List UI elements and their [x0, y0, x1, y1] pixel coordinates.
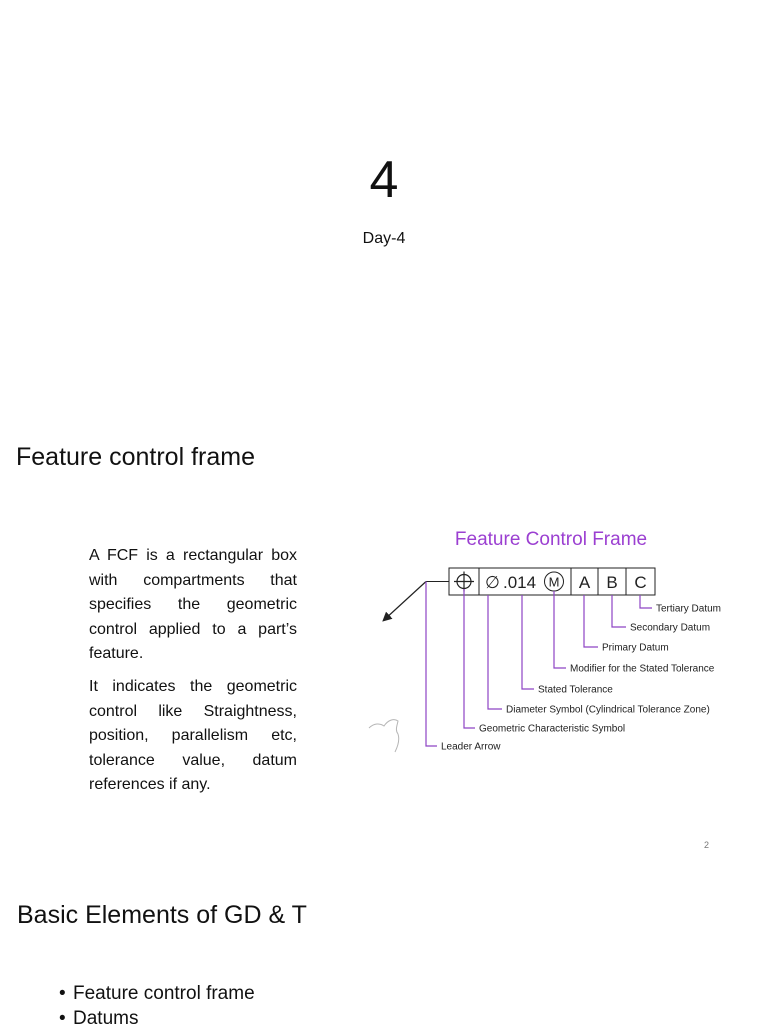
datum-a: A: [578, 573, 591, 592]
slide-title: Basic Elements of GD & T: [17, 901, 307, 929]
callout-tertiary-datum: Tertiary Datum: [656, 603, 722, 615]
bullet-dot-icon: •: [59, 1008, 66, 1029]
fcf-diagram: [362, 520, 728, 760]
datum-b: B: [606, 573, 618, 592]
fcf-definition-paragraph: A FCF is a rectangular box with compartments that specifies the geometric control applied to a part’s feature.: [89, 547, 297, 663]
callout-leader-arrow: Leader Arrow: [441, 741, 501, 753]
day-label: Day-4: [362, 230, 406, 247]
datum-c: C: [634, 573, 647, 592]
bullet-item: [59, 981, 255, 1006]
slide-basic-elements: [0, 862, 768, 1029]
bullet-item: [59, 1006, 255, 1031]
pen-scribble-mark: [369, 720, 399, 752]
bullet-dot-icon: •: [59, 983, 66, 1004]
callout-geometric-characteristic: Geometric Characteristic Symbol: [479, 723, 626, 735]
callout-secondary-datum: Secondary Datum: [630, 622, 711, 634]
day-number: 4: [369, 151, 399, 209]
slide-feature-control-frame: [0, 400, 768, 862]
diameter-symbol: ∅: [485, 573, 500, 593]
callout-diameter-symbol: Diameter Symbol (Cylindrical Tolerance Zone): [506, 704, 710, 716]
fcf-purpose-paragraph: It indicates the geometric control like Straightness, position, parallelism etc, tolerance value, datum references if any.: [89, 678, 297, 794]
bullet-text: Datums: [73, 1008, 139, 1029]
callout-stated-tolerance: Stated Tolerance: [538, 684, 613, 696]
fcf-diagram-title: Feature Control Frame: [454, 529, 648, 550]
position-symbol-icon: [454, 572, 474, 592]
slide-title: Feature control frame: [16, 443, 255, 471]
bullet-text: Feature control frame: [73, 983, 255, 1004]
page-number: 2: [704, 840, 710, 850]
leader-arrow-icon: [384, 582, 449, 621]
slide-day-title: [0, 0, 768, 400]
callout-primary-datum: Primary Datum: [602, 642, 669, 654]
callout-modifier: Modifier for the Stated Tolerance: [570, 663, 715, 675]
tolerance-value: .014: [503, 573, 537, 592]
modifier-letter: M: [548, 574, 560, 590]
